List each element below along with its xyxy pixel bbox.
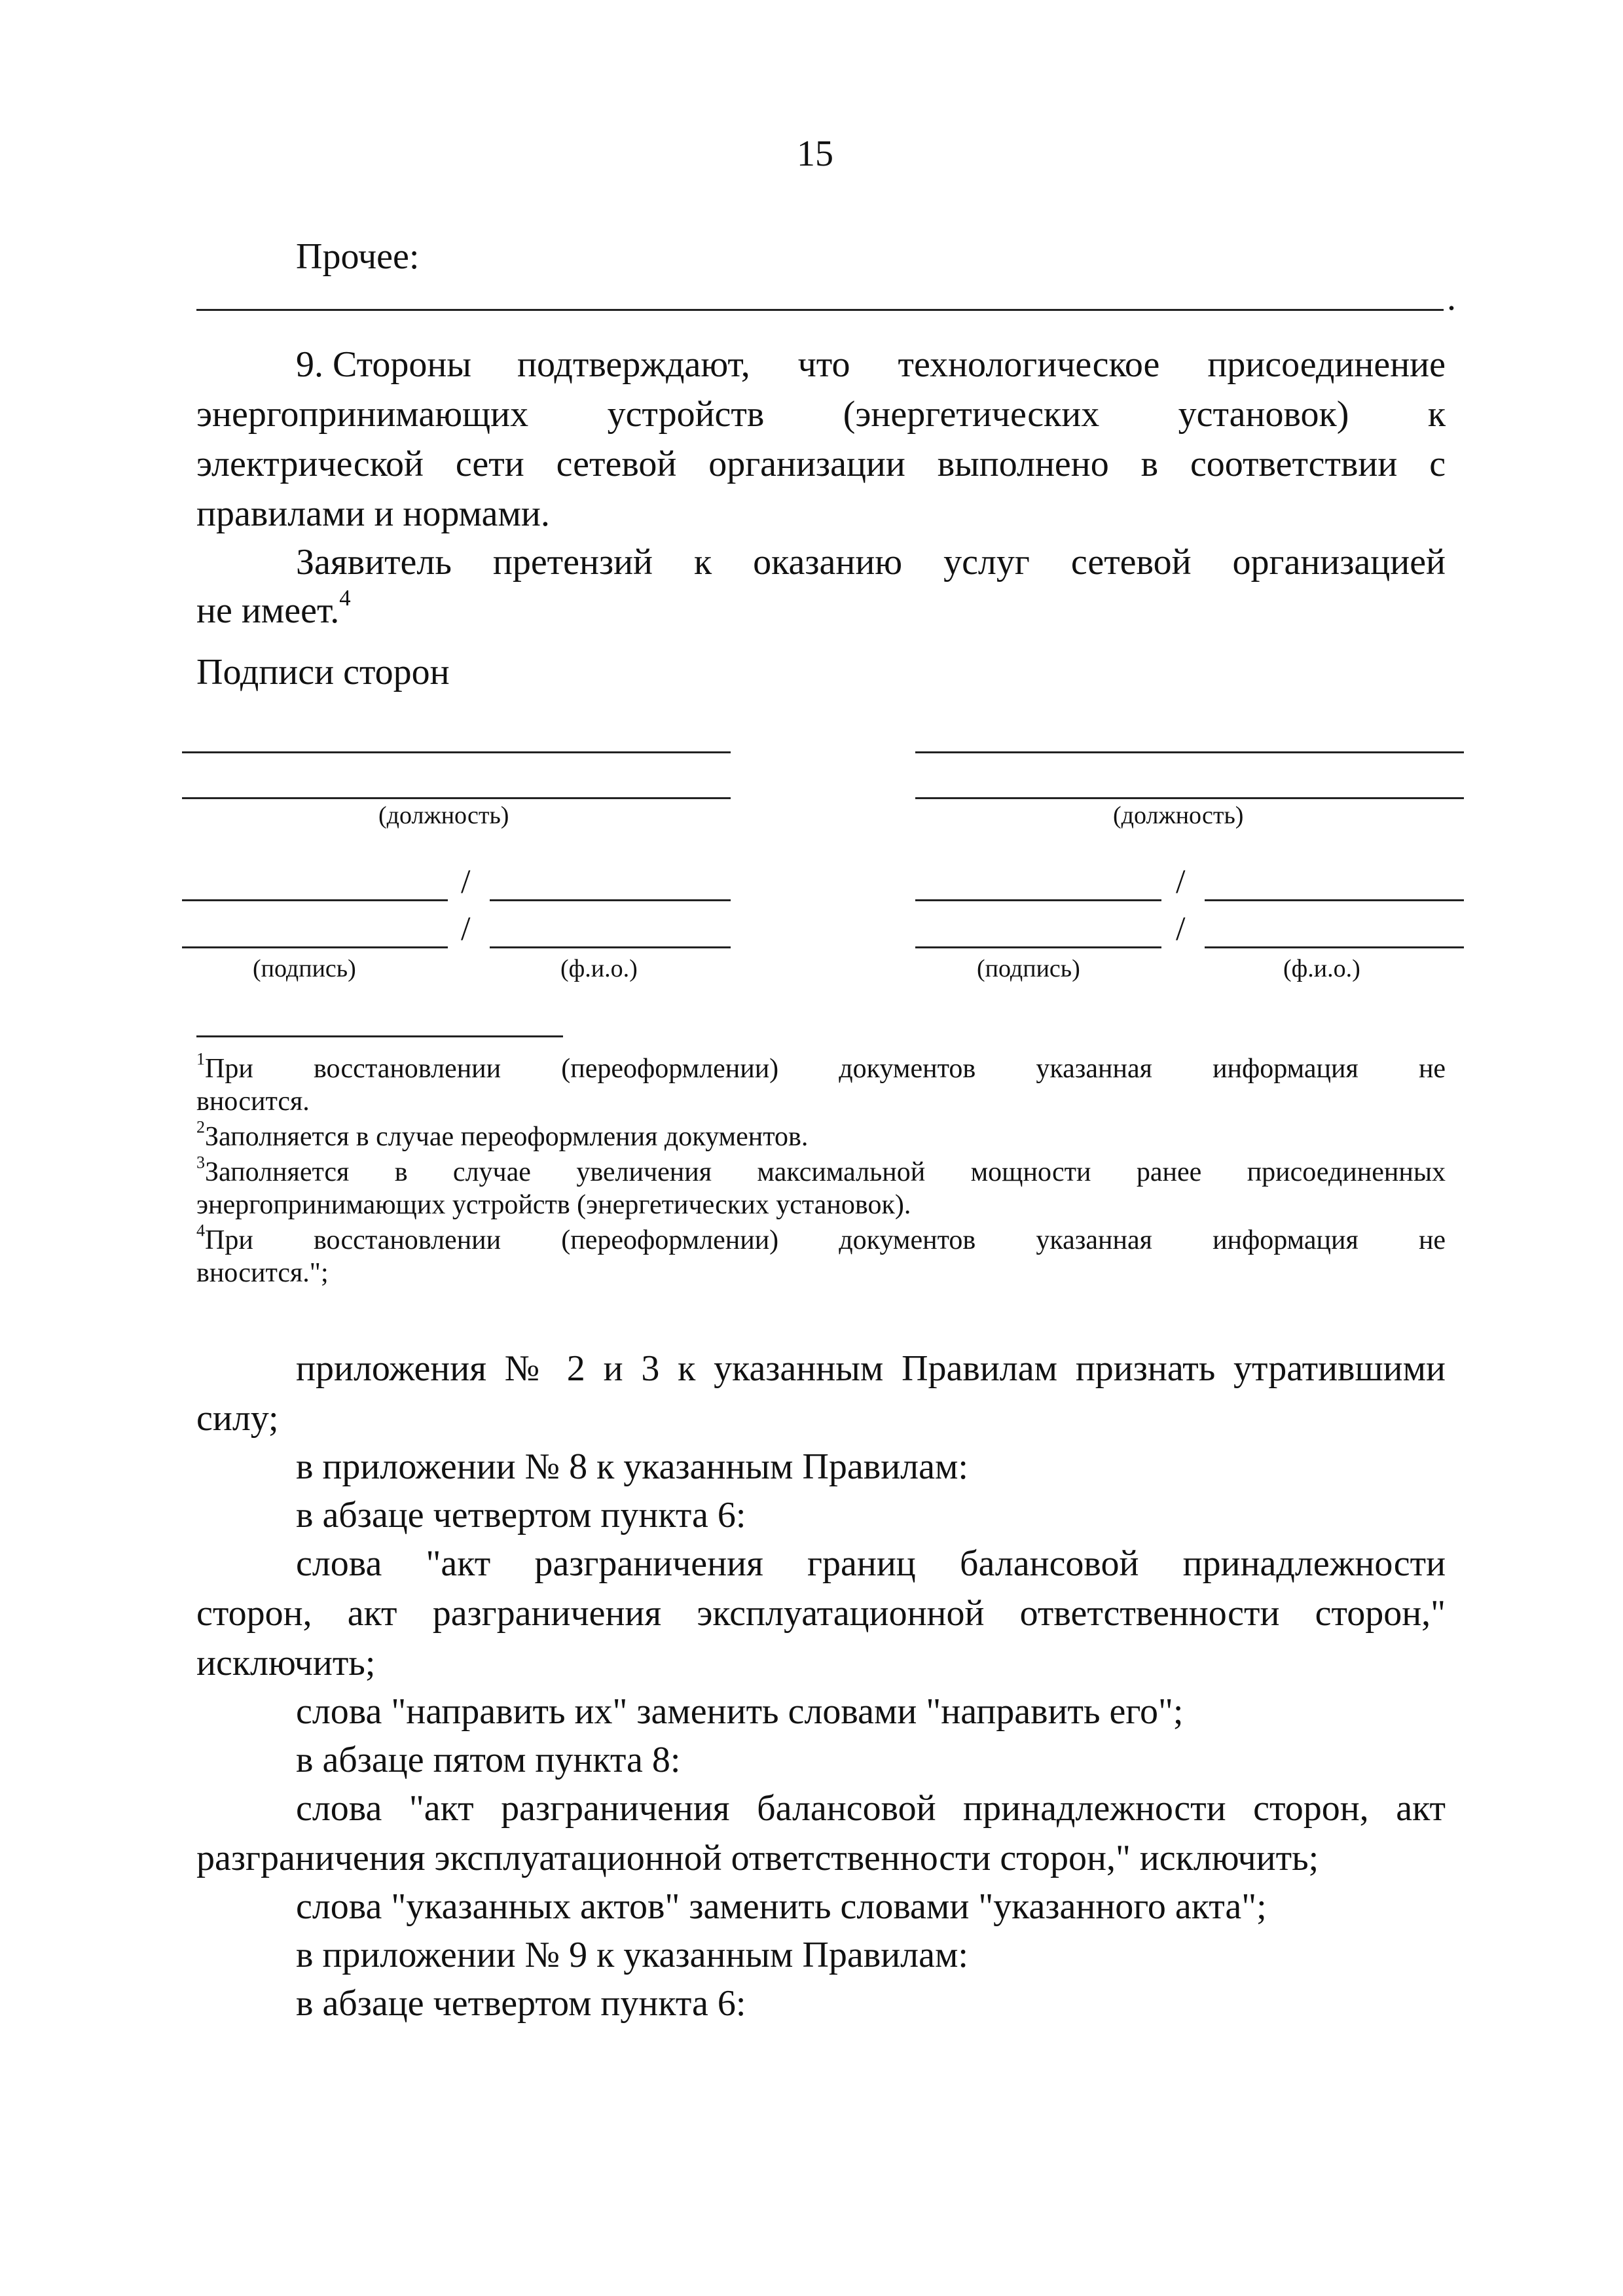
word: случае: [452, 1157, 531, 1187]
word: разграничения: [501, 1788, 730, 1829]
amend-p5: слова "направить их" заменить словами "направить его";: [296, 1691, 1184, 1732]
other-label: Прочее:: [296, 236, 420, 277]
left-slash-1: /: [461, 863, 471, 901]
footnote-separator: [196, 1035, 563, 1037]
claims-line2: [196, 586, 351, 635]
left-position-line-2: [182, 797, 731, 799]
right-signature-label: (подпись): [977, 955, 1080, 982]
word: акт: [347, 1593, 397, 1634]
footnote-4-line2: вносится.";: [196, 1258, 329, 1288]
amend-p1-line2: силу;: [196, 1398, 279, 1439]
footnote-3-word: [196, 1153, 350, 1187]
word: утратившими: [1233, 1348, 1446, 1389]
word: Заявитель: [296, 542, 452, 583]
right-name-line-2: [1205, 946, 1464, 948]
claims-line2-text: не имеет.: [196, 590, 340, 631]
word: информация: [1213, 1054, 1359, 1084]
amend-p3: в абзаце четвертом пункта 6:: [296, 1495, 746, 1535]
word: разграничения: [432, 1593, 662, 1634]
footnote-number: 2: [196, 1117, 206, 1137]
amend-p4-line2: [196, 1589, 1446, 1638]
word: ответственности: [1019, 1593, 1280, 1634]
word: соответствии: [1190, 444, 1398, 484]
word: "акт: [426, 1543, 491, 1584]
word: границ: [807, 1543, 916, 1584]
footnote-2-text: Заполняется в случае переоформления документов.: [205, 1122, 809, 1152]
word: энергопринимающих: [196, 394, 529, 435]
word: присоединенных: [1247, 1157, 1446, 1187]
word: При: [205, 1225, 253, 1255]
word: информация: [1213, 1225, 1359, 1255]
clause9-line1: [517, 340, 1446, 389]
word: принадлежности: [1182, 1543, 1446, 1584]
footnote-4-line1: [196, 1223, 1446, 1258]
word: сети: [455, 444, 524, 484]
word: что: [797, 344, 850, 385]
left-name-line-2: [490, 946, 731, 948]
right-position-label: (должность): [1113, 802, 1244, 829]
clause9-line3: [196, 440, 1446, 488]
word: претензий: [492, 542, 653, 583]
footnote-2: [196, 1119, 808, 1155]
page-number: 15: [797, 134, 833, 174]
word: максимальной: [757, 1157, 926, 1187]
word: и: [603, 1348, 623, 1389]
amend-p4-line1: [296, 1539, 1446, 1588]
word: акт: [1396, 1788, 1446, 1829]
right-signature-line-2: [915, 946, 1161, 948]
word: разграничения: [534, 1543, 763, 1584]
footnote-number: 4: [196, 1221, 206, 1240]
word: сетевой: [556, 444, 677, 484]
word: эксплуатационной: [697, 1593, 985, 1634]
word: указанным: [714, 1348, 884, 1389]
word: организацией: [1232, 542, 1446, 583]
word: (переоформлении): [561, 1225, 779, 1255]
word: подтверждают,: [517, 344, 750, 385]
amend-p10: в абзаце четвертом пункта 6:: [296, 1983, 746, 2024]
word: в: [394, 1157, 408, 1187]
word: восстановлении: [313, 1054, 501, 1084]
word: (переоформлении): [561, 1054, 779, 1084]
word: "акт: [409, 1788, 474, 1829]
word: присоединение: [1207, 344, 1446, 385]
word: к: [678, 1348, 696, 1389]
footnote-3-line1: [196, 1155, 1446, 1190]
amend-p1-line1: [296, 1344, 1446, 1393]
word: Заполняется: [205, 1157, 350, 1187]
word: оказанию: [753, 542, 903, 583]
word: устройств: [607, 394, 765, 435]
amend-p6: в абзаце пятом пункта 8:: [296, 1740, 681, 1780]
word: к: [693, 542, 712, 583]
word: балансовой: [757, 1788, 936, 1829]
amend-p7-line2: разграничения эксплуатационной ответственности сторон," исключить;: [196, 1838, 1319, 1878]
footnote-1-word: [196, 1049, 253, 1084]
signatures-title: Подписи сторон: [196, 652, 450, 692]
word: указанная: [1036, 1054, 1152, 1084]
word: сторон,: [196, 1593, 312, 1634]
word: указанная: [1036, 1225, 1152, 1255]
clause9-line2: [196, 390, 1446, 439]
right-name-line-1: [1205, 899, 1464, 901]
right-signature-line-1: [915, 899, 1161, 901]
left-position-line-1: [182, 751, 731, 753]
right-position-line-2: [915, 797, 1464, 799]
word: ранее: [1136, 1157, 1202, 1187]
right-name-label: (ф.и.о.): [1283, 955, 1360, 982]
footnote-1-line2: вносится.: [196, 1086, 310, 1117]
word: восстановлении: [313, 1225, 501, 1255]
word: установок): [1178, 394, 1349, 435]
word: слова: [296, 1788, 382, 1829]
word: балансовой: [959, 1543, 1139, 1584]
clause9-line4: правилами и нормами.: [196, 493, 550, 534]
amend-p9: в приложении № 9 к указанным Правилам:: [296, 1935, 968, 1975]
word: не: [1418, 1054, 1446, 1084]
footnote-3-line2: энергопринимающих устройств (энергетических установок).: [196, 1190, 911, 1220]
amend-p8: слова "указанных актов" заменить словами "указанного акта";: [296, 1886, 1267, 1927]
word: сторон,: [1253, 1788, 1369, 1829]
word: (энергетических: [843, 394, 1100, 435]
other-line-end: .: [1447, 278, 1456, 318]
word: с: [1429, 444, 1446, 484]
word: При: [205, 1054, 253, 1084]
word: сторон,": [1315, 1593, 1446, 1634]
word: технологическое: [898, 344, 1160, 385]
clause9-number: 9. Стороны: [296, 344, 471, 385]
word: Правилам: [902, 1348, 1058, 1389]
left-slash-2: /: [461, 910, 471, 948]
footnote-4-word: [196, 1221, 253, 1255]
left-signature-label: (подпись): [253, 955, 356, 982]
footnote-number: 3: [196, 1153, 206, 1172]
right-slash-2: /: [1176, 910, 1186, 948]
left-signature-line-1: [182, 899, 448, 901]
word: мощности: [970, 1157, 1091, 1187]
left-name-line-1: [490, 899, 731, 901]
word: принадлежности: [963, 1788, 1226, 1829]
amend-p4-line3: исключить;: [196, 1643, 376, 1683]
left-signature-line-2: [182, 946, 448, 948]
left-position-label: (должность): [378, 802, 509, 829]
word: документов: [839, 1225, 976, 1255]
footnote-number: 1: [196, 1049, 206, 1069]
word: приложения: [296, 1348, 486, 1389]
word: услуг: [943, 542, 1030, 583]
word: документов: [839, 1054, 976, 1084]
amend-p2: в приложении № 8 к указанным Правилам:: [296, 1446, 968, 1487]
footnote-1-line1: [196, 1051, 1446, 1086]
word: организации: [708, 444, 905, 484]
word: в: [1140, 444, 1159, 484]
word: к: [1427, 394, 1446, 435]
word: электрической: [196, 444, 424, 484]
other-fill-line: [196, 309, 1444, 311]
word: выполнено: [937, 444, 1109, 484]
claims-line1: [296, 538, 1446, 586]
word: сетевой: [1070, 542, 1192, 583]
word: слова: [296, 1543, 382, 1584]
word: увеличения: [576, 1157, 712, 1187]
amend-p7-line1: [296, 1784, 1446, 1833]
right-slash-1: /: [1176, 863, 1186, 901]
word: признать: [1075, 1348, 1216, 1389]
right-position-line-1: [915, 751, 1464, 753]
word: не: [1418, 1225, 1446, 1255]
footnote-ref-4: 4: [339, 584, 351, 611]
word: 3: [641, 1348, 660, 1389]
word: № 2: [504, 1348, 585, 1389]
left-name-label: (ф.и.о.): [560, 955, 638, 982]
